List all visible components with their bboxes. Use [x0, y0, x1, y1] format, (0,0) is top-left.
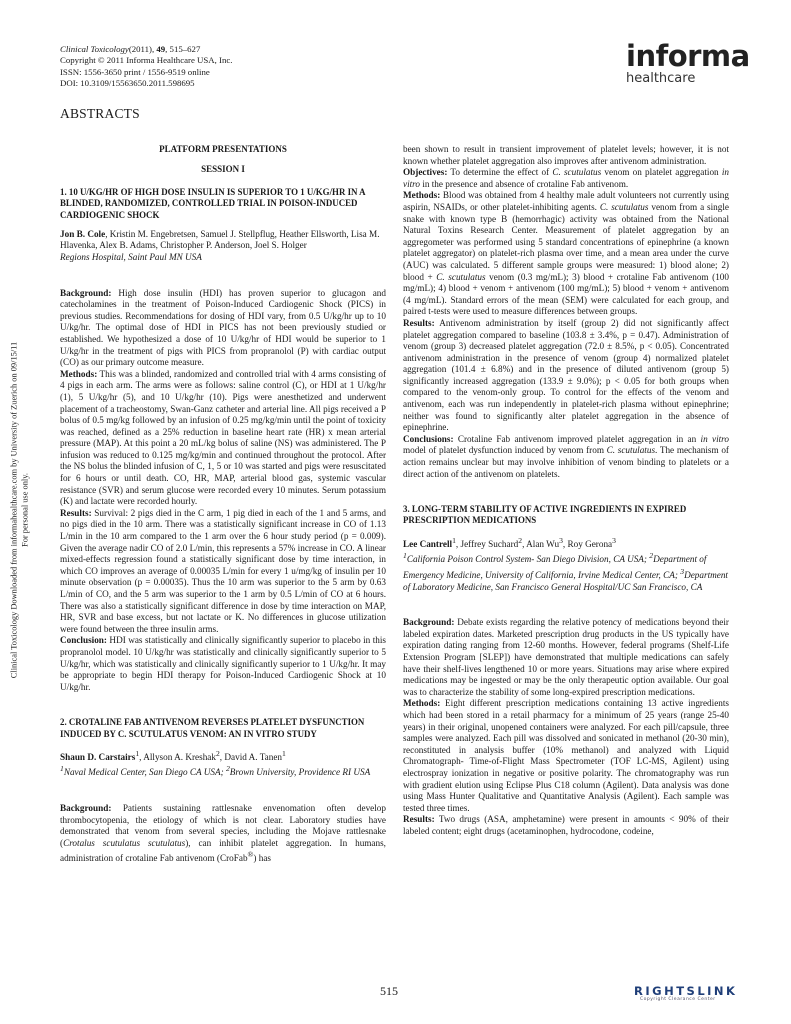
abstract-2-conclusions	[403, 434, 729, 480]
doi-line: DOI: 10.3109/15563650.2011.598695	[60, 78, 195, 89]
latin-term: in vitro	[403, 167, 729, 189]
methods-text: venom from a single snake with known type B (hemorrhagic) activity was obtained from the National Natural Toxins Research Center. Measurement of platelet aggregation by an aggregometer was performed using 5 standard concentrations of epinephrine (a known platelet aggregator) on platelet-rich plasma over time, and a mean area under the curve (AUC) was calculated. 5 different sample groups were measured: 1) blood alone; 2) blood +	[403, 201, 730, 282]
abstract-3-results	[403, 814, 729, 837]
abstract-3-title: 3. LONG-TERM STABILITY OF ACTIVE INGREDIENTS IN EXPIRED PRESCRIPTION MEDICATIONS	[403, 504, 687, 526]
conclusion-text: HDI was statistically and clinically significantly superior to placebo in this propranolol model. 10 U/kg/hr was statistically and clinically significantly superior to 5 U/kg/hr, which was statistically and clinically significantly superior to 1 U/kg/hr. It may be appropriate to begin HDI therapy for Poison-Induced Cardiogenic Shock at 10 U/kg/hr.	[60, 635, 386, 692]
background-text: ), can inhibit platelet aggregation. In humans, administration of crotaline Fab antivenom (CroFab	[60, 837, 386, 864]
abstract-1-background	[60, 288, 386, 369]
methods-text: venom (0.3 mg/mL); 3) blood + crotaline Fab antivenom (100 mg/mL); 4) blood + venom + antivenom (100 mg/mL); 5) blood + venom + antivenom (4 mg/mL). Standard errors of the mean (SEM) were calculated for each group, and paired t-tests were used to measure differences between groups.	[403, 271, 729, 317]
author-superscript: 3	[612, 535, 616, 545]
abstract-1-presenting-author: Jon B. Cole	[60, 228, 106, 239]
author-superscript: 2	[215, 748, 220, 758]
coauthor: , Allyson A. Kreshak	[139, 751, 216, 762]
watermark-line-2: For personal use only.	[20, 473, 29, 547]
issn-line: ISSN: 1556-3650 print / 1556-9519 online	[60, 66, 210, 77]
abstract-2-objectives	[403, 167, 729, 190]
watermark-line-1: Clinical Toxicology Downloaded from informahealthcare.com by University of Zuerich on 09/15/11	[9, 341, 19, 679]
methods-text: Eight different prescription medications containing 13 active ingredients which had been stored in a retail pharmacy for a minimum of 25 years (range 25-40 years) in their original, unopened containers were analyzed. For each pill/capsule, three samples were analyzed. Each pill was dissolved and sonicated in methanol (20-30 min), reconstituted in analysis buffer (10% methanol) and analyzed with Liquid Chromatograph- Time-of-Flight Mass Spectrometer (TOF LC-MS, Agilent) using electrospray ionization in negative or positive polarity. The chromatography was run with gradient elution using Eclipse Plus C18 column (Agilent). Data analysis was done using Mass Hunter Qualitative and Quantitative Analysis (Agilent). Each sample was tested three times.	[403, 698, 729, 813]
affiliation-text: Department of Laboratory Medicine, San Francisco General Hospital/UC San Francisco, CA	[403, 570, 728, 592]
results-text: Antivenom administration by itself (group 2) did not significantly affect platelet aggregation compared to baseline (103.8 ± 3.4%, p = 0.47). Administration of venom (group 3) decreased platelet aggregation (72.0 ± 8.5%, p < 0.05). Concentrated antivenom administration in the presence of venom (group 4) normalized platelet aggregation (101.4 ± 6.8%) and in the presence of diluted antivenom (group 5) significantly increased aggregation (133.9 ± 9.0%); p < 0.05 for both groups when compared to the venom-only group. To control for the effects of the venom and antivenom, each was run independently in platelet-rich plasma without epinephrine; neither was found to significantly alter platelet aggregation in the absence of epinephrine.	[403, 317, 729, 433]
affiliation-superscript: 1	[60, 764, 64, 774]
platform-heading: PLATFORM PRESENTATIONS	[159, 144, 287, 154]
coauthor: , David A. Tanen	[219, 751, 283, 762]
informa-healthcare-logo	[626, 39, 750, 87]
right-column	[403, 144, 729, 837]
species-name: Crotalus scutulatus scutulatus	[63, 837, 186, 848]
logo-wordmark: informa	[626, 39, 750, 73]
abstract-2-results	[403, 318, 729, 434]
background-text: Debate exists regarding the relative potency of medications beyond their labeled expiration dates. Marketed prescription drug products in the US typically have expiration dating ranging from 12-60 months. However, federal programs (Shelf-Life Extension Program [SLEP]) have demonstrated that multiple medications can safely have their shelf-lives lengthened 10 or more years. Situations may arise where expired medications may be ingested or may be the only therapeutic option available. Our goal was to characterize the stability of some long-expired prescription medications.	[403, 617, 729, 697]
conclusions-label: Conclusions:	[403, 433, 454, 444]
rightslink-logo: RIGHTSLINK	[634, 984, 738, 998]
coauthor: , Alan Wu	[522, 538, 560, 549]
journal-pages: , 515–627	[165, 44, 201, 54]
methods-label: Methods:	[403, 698, 441, 709]
species-name: C. scutulatus	[606, 445, 656, 456]
abstract-1-affiliation: Regions Hospital, Saint Paul MN USA	[60, 251, 202, 262]
abstract-1-title: 1. 10 U/KG/HR OF HIGH DOSE INSULIN IS SUPERIOR TO 1 U/KG/HR IN A BLINDED, RANDOMIZED, CONTROLLED TRIAL IN POISON-INDUCED CARDIOGENIC SHOCK	[60, 187, 366, 220]
background-text: ) has	[253, 853, 271, 864]
journal-header	[60, 44, 232, 90]
coauthor: , Jeffrey Suchard	[455, 538, 519, 549]
journal-name: Clinical Toxicology	[60, 44, 129, 54]
objectives-text: venom on platelet aggregation	[601, 167, 722, 178]
abstract-1-coauthors: , Kristin M. Engebretsen, Samuel J. Stellpflug, Heather Ellsworth, Lisa M. Hlavenka, Alex B. Adams, Christopher P. Anderson, Joel S. Holger	[60, 228, 380, 251]
author-superscript: 1	[282, 748, 286, 758]
copyright-line: Copyright © 2011 Informa Healthcare USA, Inc.	[60, 55, 233, 66]
background-text: High dose insulin (HDI) has proven superior to glucagon and catecholamines in the treatment of Poison-Induced Cardiogenic Shock (PICS) in previous studies. Recommendations for dosing of HDI vary, from 0.5 U/kg/hr up to 10 U/kg/hr. The optimal dose of HDI in PICS has not been previously studied or established. We hypothesized a dose of 10 U/kg/hr of HDI would be superior to 1 U/kg/hr in the treatment of pigs with PICS from propranolol (P) with cardiac output (CO) as our primary outcome measure.	[60, 287, 386, 368]
methods-label: Methods:	[60, 368, 98, 379]
abstract-3-methods	[403, 698, 729, 814]
session-heading: SESSION I	[201, 163, 245, 174]
author-superscript: 1	[135, 748, 140, 758]
logo-subtitle: healthcare	[626, 71, 696, 86]
abstract-2-background	[60, 803, 386, 865]
author-superscript: 3	[559, 535, 563, 545]
abstract-1-authors	[60, 229, 386, 252]
results-text: Survival: 2 pigs died in the C arm, 1 pig died in each of the 1 and 5 arms, and no pigs died in the 10 arm. There was a statistically significant increase in CO of 1.13 L/min in the 10 arm compared to the 1 arm over the 6 hour study period (p = 0.009). Given the average nadir CO of 2.0 L/min, this represents a 57% increase in CO. A linear mixed-effects regression found a statistically significant dose by time interaction, in which CO improves an average of 0.00035 L/min for every 1 u/mg/kg of insulin per 10 minute observation (p = 0.00035). Thus the 10 arm was superior to the 5 arm by 0.63 L/min of CO, and the 5 arm was superior to the 1 arm by 0.5 L/min of CO at 6 hours. There was also a statistically significant difference in dose by time interaction on MAP, HR, SVR and base excess, but not lactate or K. No differences in glucose utilization were found between the three insulin arms.	[60, 507, 386, 634]
abstract-2-background-continued: been shown to result in transient improvement of platelet levels; however, it is not known whether platelet aggregation also improves after antivenom administration.	[403, 144, 729, 166]
affiliation-superscript: 3	[680, 566, 685, 576]
abstract-3-presenting-author: Lee Cantrell	[403, 538, 453, 549]
conclusions-text: model of platelet dysfunction induced by venom from	[403, 445, 607, 456]
objectives-text: in the presence and absence of crotaline Fab antivenom.	[420, 178, 629, 189]
abstract-3-background	[403, 617, 729, 698]
author-superscript: 2	[518, 535, 523, 545]
page-number: 515	[380, 984, 398, 998]
conclusions-text: Crotaline Fab antivenom improved platelet aggregation in an	[453, 433, 701, 444]
affiliation-text: Naval Medical Center, San Diego CA USA;	[63, 767, 226, 778]
journal-volume: 49	[156, 44, 166, 54]
conclusions-text: . The mechanism of action remains unclear but may involve inhibition of venom binding to platelets or a direct action of the antivenom on platelets.	[403, 445, 729, 479]
affiliation-superscript: 2	[225, 764, 230, 774]
affiliation-text: Brown University, Providence RI USA	[229, 767, 371, 778]
objectives-text: To determine the effect of	[447, 167, 553, 178]
affiliation-superscript: 1	[403, 551, 407, 561]
author-superscript: 1	[452, 535, 456, 545]
background-label: Background:	[403, 617, 455, 628]
results-label: Results:	[403, 814, 435, 825]
abstract-2-affiliation	[60, 763, 386, 779]
latin-term: in vitro	[700, 433, 729, 444]
citation-line	[60, 44, 232, 55]
methods-text: Blood was obtained from 4 healthy male adult volunteers not currently using aspirin, NSAIDs, or other platelet-inhibiting agents.	[403, 190, 729, 212]
watermark-text	[10, 342, 31, 678]
species-name: C. scutulatus	[599, 201, 649, 212]
registered-mark: ®	[247, 850, 254, 860]
results-label: Results:	[60, 507, 92, 518]
affiliation-text: Department of Emergency Medicine, University of California, Irvine Medical Center, CA;	[403, 554, 707, 580]
background-label: Background:	[60, 803, 112, 814]
rightslink-subtitle: Copyright Clearance Center	[640, 997, 716, 1002]
species-name: C. scutulatus	[552, 167, 602, 178]
results-text: Two drugs (ASA, amphetamine) were present in amounts < 90% of their labeled content; eight drugs (acetaminophen, hydrocodone, codeine,	[403, 814, 729, 836]
methods-text: This was a blinded, randomized and controlled trial with 4 arms consisting of 4 pigs in each arm. The arms were as follows: saline control (C), or HDI at 1 U/kg/hr (1), 5 U/kg/hr (5), and 10 U/kg/hr (10). Pigs were anesthetized and underwent placement of a tracheostomy, Swan-Ganz catheter and arterial line. All pigs received a P bolus of 0.5 mg/kg followed by an infusion of 0.25 mg/kg/min until the point of toxicity was reached, defined as a 25% reduction in baseline heart rate (HR) x mean arterial pressure (MAP). At this point a 20 mL/kg bolus of saline (NS) was administered. The P infusion was reduced to 0.125 mg/kg/min and continued throughout the protocol. After the NS bolus the blinded infusion of C, 1, 5 or 10 was started and pigs were resuscitated for 6 hours or until death. CO, HR, MAP, arterial blood gas, systemic vascular resistance (SVR) and serum glucose were recorded every 10 minutes. Serum potassium (K) and lactate were recorded hourly.	[60, 368, 386, 507]
left-column	[60, 144, 386, 865]
abstract-2-presenting-author: Shaun D. Carstairs	[60, 751, 136, 762]
abstract-1-conclusion	[60, 635, 386, 693]
abstract-1-results	[60, 508, 386, 636]
download-watermark	[0, 300, 40, 720]
abstract-3-affiliation	[403, 550, 729, 593]
abstract-1-methods	[60, 369, 386, 508]
conclusion-label: Conclusion:	[60, 635, 107, 646]
background-label: Background:	[60, 287, 112, 298]
background-text: Patients sustaining rattlesnake envenomation often develop thrombocytopenia, the etiology of which is not clear. Laboratory studies have demonstrated that venom from several species, including the Mojave rattlesnake (	[60, 803, 386, 848]
objectives-label: Objectives:	[403, 167, 448, 178]
results-label: Results:	[403, 317, 435, 328]
affiliation-superscript: 2	[649, 551, 654, 561]
abstract-2-title: 2. CROTALINE FAB ANTIVENOM REVERSES PLATELET DYSFUNCTION INDUCED BY C. SCUTULATUS VENOM: AN IN VITRO STUDY	[60, 717, 365, 739]
abstract-3-authors	[403, 535, 729, 551]
affiliation-text: California Poison Control System- San Diego Division, CA USA;	[406, 554, 650, 565]
methods-label: Methods:	[403, 190, 441, 201]
abstract-2-methods	[403, 190, 729, 318]
species-name: C. scutulatus	[436, 271, 486, 282]
section-title: ABSTRACTS	[60, 106, 140, 121]
coauthor: , Roy Gerona	[562, 538, 613, 549]
abstract-2-authors	[60, 748, 386, 764]
journal-year: (2011),	[128, 44, 157, 54]
